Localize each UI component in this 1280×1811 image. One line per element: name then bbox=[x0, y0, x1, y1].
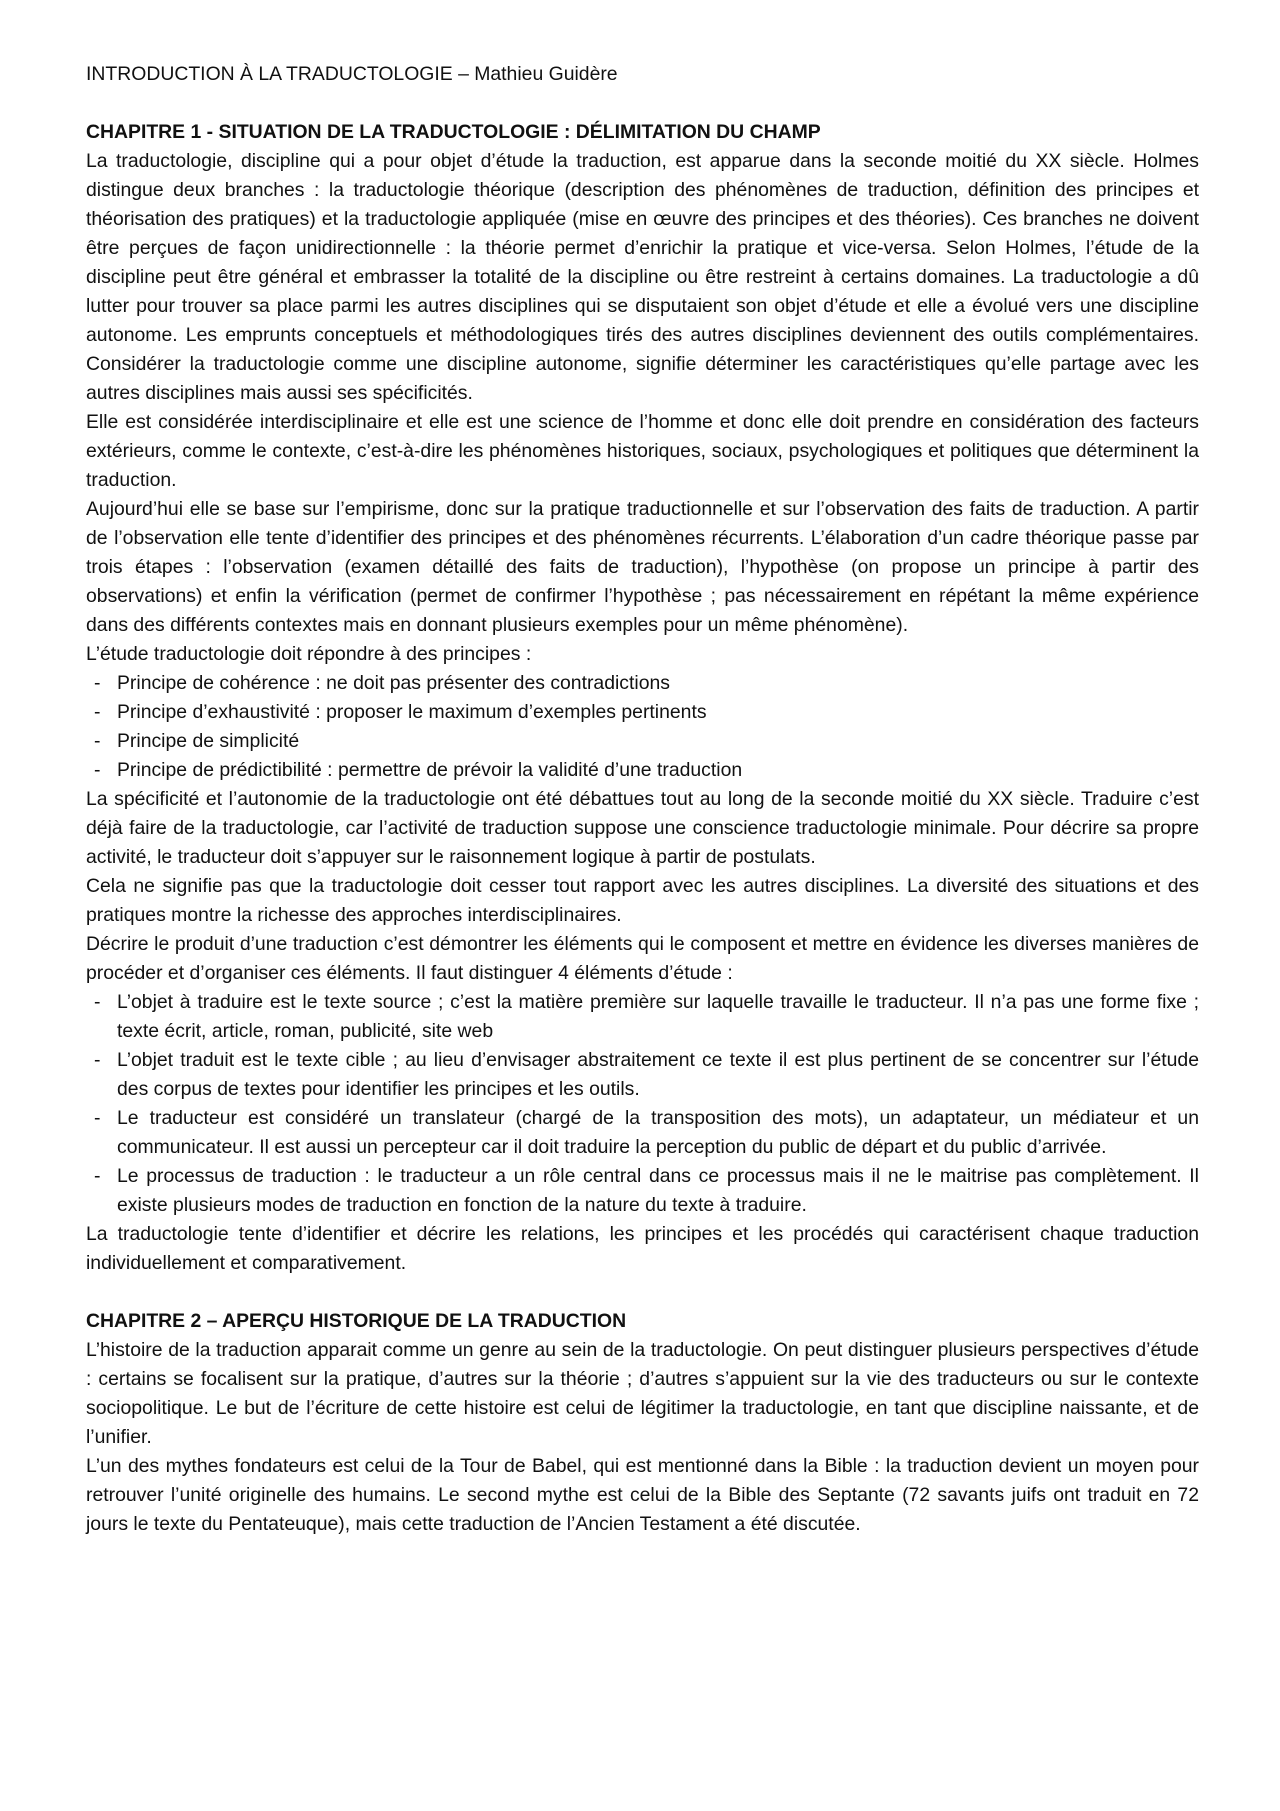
chapter-1-paragraph-3: Aujourd’hui elle se base sur l’empirisme, donc sur la pratique traductionnelle et sur l’observation des faits de traduction. A partir de l’observation elle tente d’identifier des principes et des phénomènes récurrents. L’élaboration d’un cadre théorique passe par trois étapes : l’observation (examen détaillé des faits de traduction), l’hypothèse (on propose un principe à partir des observations) et enfin la vérification (permet de confirmer l’hypothèse ; pas nécessairement en répétant la même expérience dans des différents contextes mais en donnant plusieurs exemples pour un même phénomène). bbox=[86, 498, 1199, 636]
list-item-text: Principe d’exhaustivité : proposer le maximum d’exemples pertinents bbox=[117, 701, 707, 723]
chapter-1-heading: CHAPITRE 1 - SITUATION DE LA TRADUCTOLOGIE : DÉLIMITATION DU CHAMP bbox=[86, 121, 821, 143]
list-item-text: Principe de simplicité bbox=[117, 730, 300, 752]
bullet-dash: - bbox=[94, 1107, 101, 1129]
bullet-dash: - bbox=[94, 759, 101, 781]
bullet-dash: - bbox=[94, 1165, 101, 1187]
bullet-dash: - bbox=[94, 701, 101, 723]
chapter-1-paragraph-1: La traductologie, discipline qui a pour objet d’étude la traduction, est apparue dans la seconde moitié du XX siècle. Holmes distingue deux branches : la traductologie théorique (description des phénomènes de traduction, définition des principes et théorisation des pratiques) et la traductologie appliquée (mise en œuvre des principes et des théories). Ces branches ne doivent être perçues de façon unidirectionnelle : la théorie permet d’enrichir la pratique et vice-versa. Selon Holmes, l’étude de la discipline peut être général et embrasser la totalité de la discipline ou être restreint à certains domaines. La traductologie a dû lutter pour trouver sa place parmi les autres disciplines qui se disputaient son objet d’étude et elle a évolué vers une discipline autonome. Les emprunts conceptuels et méthodologiques tirés des autres disciplines deviennent des outils complémentaires. Considérer la traductologie comme une discipline autonome, signifie déterminer les caractéristiques qu’elle partage avec les autres disciplines mais aussi ses spécificités. bbox=[86, 150, 1199, 404]
study-elements-list bbox=[86, 988, 1199, 1220]
list-item bbox=[86, 1162, 1199, 1220]
chapter-1-paragraph-5: La spécificité et l’autonomie de la traductologie ont été débattues tout au long de la seconde moitié du XX siècle. Traduire c’est déjà faire de la traductologie, car l’activité de traduction suppose une conscience traductologie minimale. Pour décrire sa propre activité, le traducteur doit s’appuyer sur le raisonnement logique à partir de postulats. bbox=[86, 788, 1199, 868]
list-item-text: Le processus de traduction : le traducteur a un rôle central dans ce processus mais il ne le maitrise pas complètement. Il existe plusieurs modes de traduction en fonction de la nature du texte à traduire. bbox=[117, 1165, 1199, 1216]
list-item bbox=[86, 1104, 1199, 1162]
list-item-text: Le traducteur est considéré un translateur (chargé de la transposition des mots), un adaptateur, un médiateur et un communicateur. Il est aussi un percepteur car il doit traduire la perception du public de départ et du public d’arrivée. bbox=[117, 1107, 1199, 1158]
bullet-dash: - bbox=[94, 672, 101, 694]
chapter-1-paragraph-2: Elle est considérée interdisciplinaire et elle est une science de l’homme et donc elle doit prendre en considération des facteurs extérieurs, comme le contexte, c’est-à-dire les phénomènes historiques, sociaux, psychologiques et politiques que déterminent la traduction. bbox=[86, 411, 1199, 491]
list-item bbox=[86, 988, 1199, 1046]
chapter-1-paragraph-6: Cela ne signifie pas que la traductologie doit cesser tout rapport avec les autres disciplines. La diversité des situations et des pratiques montre la richesse des approches interdisciplinaires. bbox=[86, 875, 1199, 926]
chapter-2-paragraph-2: L’un des mythes fondateurs est celui de la Tour de Babel, qui est mentionné dans la Bible : la traduction devient un moyen pour retrouver l’unité originelle des humains. Le second mythe est celui de la Bible des Septante (72 savants juifs ont traduit en 72 jours le texte du Pentateuque), mais cette traduction de l’Ancien Testament a été discutée. bbox=[86, 1455, 1199, 1535]
list-item-text: L’objet à traduire est le texte source ; c’est la matière première sur laquelle travaille le traducteur. Il n’a pas une forme fixe ; texte écrit, article, roman, publicité, site web bbox=[117, 991, 1199, 1042]
principles-list bbox=[86, 669, 1199, 785]
chapter-1-paragraph-7: Décrire le produit d’une traduction c’est démontrer les éléments qui le composent et mettre en évidence les diverses manières de procéder et d’organiser ces éléments. Il faut distinguer 4 éléments d’étude : bbox=[86, 933, 1199, 984]
list-item bbox=[86, 756, 1199, 785]
bullet-dash: - bbox=[94, 730, 101, 752]
list-item-text: Principe de prédictibilité : permettre de prévoir la validité d’une traduction bbox=[117, 759, 743, 781]
bullet-dash: - bbox=[94, 1049, 101, 1071]
document-page bbox=[86, 60, 1199, 1539]
list-item bbox=[86, 1046, 1199, 1104]
chapter-1-paragraph-8: La traductologie tente d’identifier et décrire les relations, les principes et les procédés qui caractérisent chaque traduction individuellement et comparativement. bbox=[86, 1223, 1199, 1274]
list-item bbox=[86, 698, 1199, 727]
bullet-dash: - bbox=[94, 991, 101, 1013]
list-item bbox=[86, 727, 1199, 756]
chapter-1 bbox=[86, 118, 1199, 1278]
chapter-2-heading: CHAPITRE 2 – APERÇU HISTORIQUE DE LA TRADUCTION bbox=[86, 1310, 627, 1332]
list-item bbox=[86, 669, 1199, 698]
chapter-2 bbox=[86, 1307, 1199, 1539]
list-item-text: Principe de cohérence : ne doit pas présenter des contradictions bbox=[117, 672, 670, 694]
document-title: INTRODUCTION À LA TRADUCTOLOGIE – Mathieu Guidère bbox=[86, 63, 618, 85]
chapter-1-paragraph-4: L’étude traductologie doit répondre à des principes : bbox=[86, 643, 532, 665]
chapter-2-paragraph-1: L’histoire de la traduction apparait comme un genre au sein de la traductologie. On peut distinguer plusieurs perspectives d’étude : certains se focalisent sur la pratique, d’autres sur la théorie ; d’autres s’appuient sur la vie des traducteurs ou sur le contexte sociopolitique. Le but de l’écriture de cette histoire est celui de légitimer la traductologie, en tant que discipline naissante, et de l’unifier. bbox=[86, 1339, 1199, 1448]
list-item-text: L’objet traduit est le texte cible ; au lieu d’envisager abstraitement ce texte il est plus pertinent de se concentrer sur l’étude des corpus de textes pour identifier les principes et les outils. bbox=[117, 1049, 1199, 1100]
